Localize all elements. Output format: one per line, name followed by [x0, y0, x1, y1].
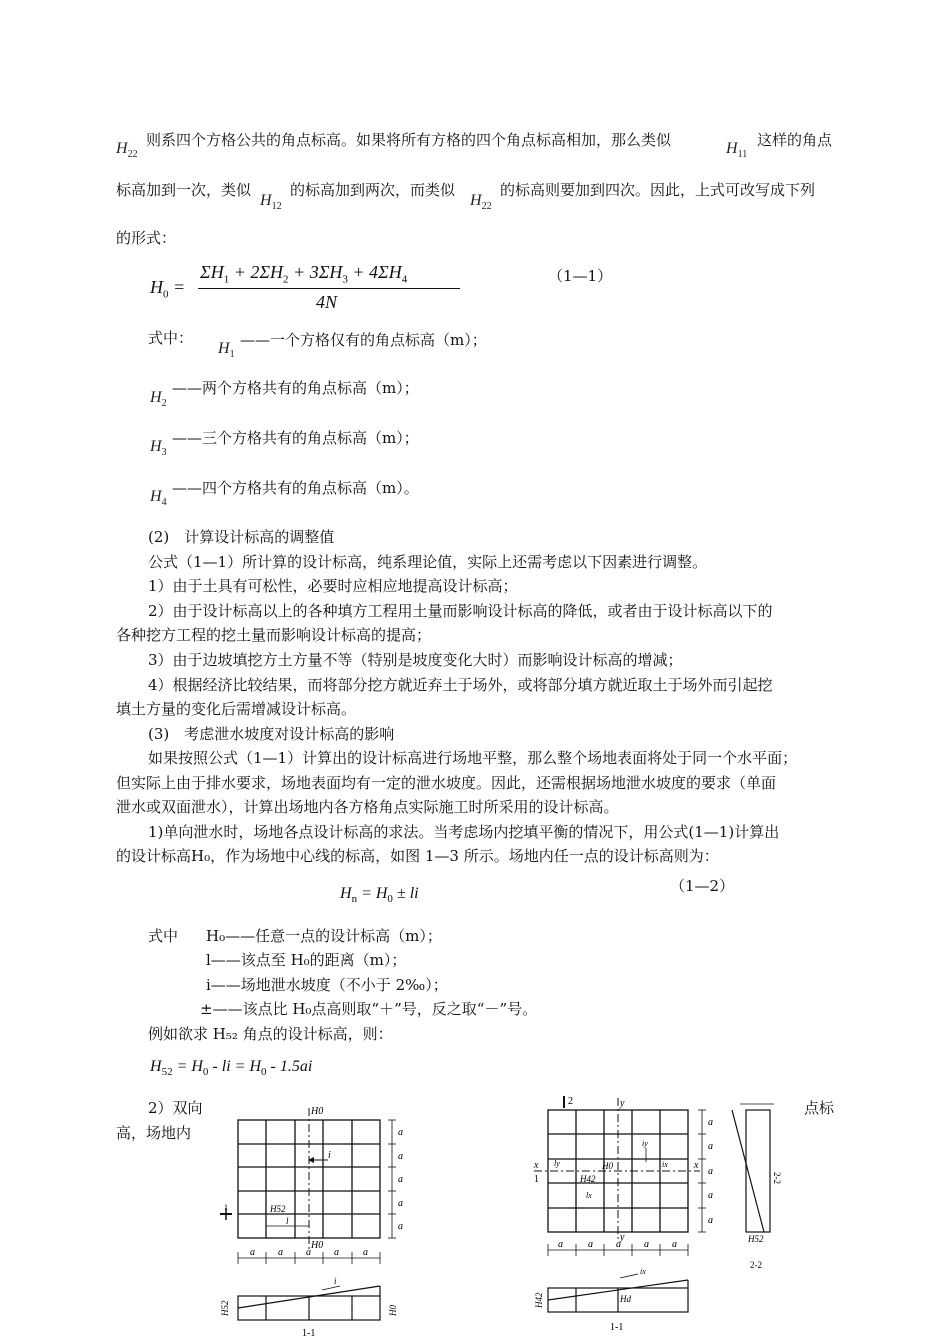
right-caption-bottom: 1-1: [610, 1322, 624, 1333]
right-dim-a-r3: a: [708, 1166, 713, 1177]
formula1-numerator: $\Sigma H_1 + 2\Sigma H_2 + 3\Sigma H_3 + 4\Sigma H_4$: [200, 262, 408, 286]
var-h3: $H_3$: [150, 438, 167, 459]
left-l-label: l: [286, 1216, 289, 1226]
left-i-label: i: [328, 1150, 331, 1161]
right-mark-2: 2: [568, 1096, 573, 1107]
left-dim-a-r5: a: [398, 1221, 403, 1232]
section3-p2b: 的设计标高H₀，作为场地中心线的标高，如图 1—3 所示。场地内任一点的设计标高则为：: [116, 847, 719, 865]
left-dim-a-c4: a: [334, 1247, 339, 1258]
two-way-end: 点标: [804, 1099, 835, 1117]
two-way-line2: 高，场地内: [116, 1124, 192, 1142]
section3-p2a: 1)单向泄水时，场地各点设计标高的求法。当考虑场内挖填平衡的情况下，用公式(1—1)计算出: [148, 823, 780, 841]
section2-p1: 公式（1—1）所计算的设计标高，纯系理论值，实际上还需考虑以下因素进行调整。: [148, 553, 708, 571]
right-dim-a-c5: a: [672, 1239, 677, 1250]
formula1-lhs: $H_0$ =: [150, 277, 186, 301]
var-h11: $H_{11}$: [726, 140, 748, 161]
right-dim-a-c3: a: [616, 1239, 621, 1250]
var-h22b: $H_{22}$: [470, 192, 492, 213]
section2-p4: 3）由于边坡填挖方土方量不等（特别是坡度变化大时）而影响设计标高的增减；: [148, 651, 683, 669]
example-formula: $H_{52} = H_0$ - li = $H_0 - 1.5ai$: [150, 1058, 313, 1079]
var-h4: $H_4$: [150, 488, 167, 509]
section3-p1a: 如果按照公式（1—1）计算出的设计标高进行场地平整，那么整个场地表面将处于同一个水平面；: [148, 749, 798, 767]
right-x-label-2: x: [694, 1160, 699, 1171]
right-dim-a-r2: a: [708, 1141, 713, 1152]
var-h1: $H_1$: [218, 340, 235, 361]
defs2-l3: i——场地泄水坡度（不小于 2‰）；: [206, 976, 448, 994]
para1-text-a: 则系四个方格公共的角点标高。如果将所有方格的四个角点标高相加，那么类似: [146, 131, 672, 149]
defs1-label: 式中：: [148, 329, 194, 347]
formula1-fraction-bar: [198, 288, 460, 289]
figure-right: [528, 1090, 800, 1340]
right-x-label: x: [534, 1160, 539, 1171]
para1-text-b: 这样的角点: [757, 131, 833, 149]
right-side-label: 2-2: [772, 1172, 782, 1184]
var-h22: $H_{22}$: [116, 140, 138, 161]
formula1-number: （1—1）: [548, 267, 613, 285]
left-h52-side: H52: [220, 1300, 230, 1316]
right-h42: H42: [580, 1174, 596, 1184]
left-dim-a-r1: a: [398, 1127, 403, 1138]
right-dim-a-c2: a: [588, 1239, 593, 1250]
right-dim-a-r4: a: [708, 1190, 713, 1201]
left-h0-top: H0: [311, 1106, 324, 1117]
defs2-l2: l——该点至 H₀的距离（m）；: [206, 951, 407, 969]
left-h52-label: H52: [270, 1204, 286, 1214]
right-hd: Hd: [620, 1294, 631, 1304]
defs2-l4: ±——该点比 H₀点高则取“＋”号，反之取“－”号。: [200, 1000, 538, 1018]
left-dim-a-c1: a: [250, 1247, 255, 1258]
para1-line3: 的形式：: [116, 229, 177, 247]
var-h2: $H_2$: [150, 389, 167, 410]
defs2-l1: H₀——任意一点的设计标高（m）；: [206, 927, 442, 945]
right-ly: ly: [554, 1159, 560, 1168]
left-dim-a-r2: a: [398, 1151, 403, 1162]
left-h0-side: H0: [388, 1305, 398, 1316]
left-h0-bottom: H0: [311, 1240, 324, 1251]
left-caption: 1-1: [302, 1328, 316, 1339]
right-bottom-ix: ix: [640, 1267, 646, 1276]
defs1-d2: ——两个方格共有的角点标高（m）；: [172, 379, 419, 397]
right-dim-a-c1: a: [558, 1239, 563, 1250]
section2-p3a: 2）由于设计标高以上的各种填方工程用土量而影响设计标高的降低，或者由于设计标高以下的: [148, 602, 773, 620]
right-dim-a-r5: a: [708, 1215, 713, 1226]
formula1-denominator: 4N: [316, 292, 338, 312]
right-y-bottom: y: [620, 1232, 625, 1243]
right-lx: lx: [586, 1191, 592, 1200]
defs1-d1: ——一个方格仅有的角点标高（m）；: [240, 331, 487, 349]
left-section-i: i: [334, 1276, 337, 1286]
right-h52-side: H52: [748, 1234, 764, 1244]
left-dim-a-r3: a: [398, 1174, 403, 1185]
right-mark-1: 1: [534, 1174, 539, 1185]
right-caption-side: 2-2: [750, 1260, 762, 1270]
section3-p1c: 泄水或双面泄水），计算出场地内各方格角点实际施工时所采用的设计标高。: [116, 798, 619, 816]
defs1-d3: ——三个方格共有的角点标高（m）；: [172, 429, 419, 447]
section2-p5a: 4）根据经济比较结果，而将部分挖方就近弃土于场外，或将部分填方就近取土于场外而引起挖: [148, 676, 773, 694]
section2-p5b: 填土方量的变化后需增减设计标高。: [116, 700, 357, 718]
right-dim-a-c4: a: [644, 1239, 649, 1250]
section2-p3b: 各种挖方工程的挖土量而影响设计标高的提高；: [116, 626, 432, 644]
left-dim-a-c5: a: [363, 1247, 368, 1258]
figure-left: [210, 1100, 440, 1340]
var-h12: $H_{12}$: [260, 192, 282, 213]
right-iy: iy: [642, 1139, 648, 1148]
formula2-number: （1—2）: [670, 877, 735, 895]
section3-heading: (3) 考虑泄水坡度对设计标高的影响: [148, 725, 395, 743]
defs1-d4: ——四个方格共有的角点标高（m）。: [172, 479, 419, 497]
right-dim-a-r1: a: [708, 1117, 713, 1128]
section2-p2: 1）由于土具有可松性，必要时应相应地提高设计标高；: [148, 577, 518, 595]
right-ix: ix: [662, 1160, 668, 1169]
formula2-expr: $H_n = H_0$ ± li: [340, 885, 419, 906]
two-way-start: 2）双向: [148, 1099, 203, 1117]
right-h42-side: H42: [534, 1292, 544, 1308]
para1-line2-c: 的标高则要加到四次。因此，上式可改写成下列: [500, 181, 816, 199]
left-dim-a-c3: a: [306, 1247, 311, 1258]
left-dim-a-r4: a: [398, 1198, 403, 1209]
right-y-top: y: [620, 1098, 625, 1109]
right-h0: H0: [602, 1161, 613, 1171]
example-text: 例如欲求 H₅₂ 角点的设计标高，则：: [148, 1025, 393, 1043]
para1-line2-b: 的标高加到两次，而类似: [290, 181, 456, 199]
left-section-mark: 1: [224, 1203, 228, 1212]
left-dim-a-c2: a: [278, 1247, 283, 1258]
section2-heading: (2) 计算设计标高的调整值: [148, 528, 335, 546]
section3-p1b: 但实际上由于排水要求，场地表面均有一定的泄水坡度。因此，还需根据场地泄水坡度的要求（单面: [116, 774, 777, 792]
para1-line2-a: 标高加到一次，类似: [116, 181, 252, 199]
defs2-label: 式中: [148, 927, 179, 945]
